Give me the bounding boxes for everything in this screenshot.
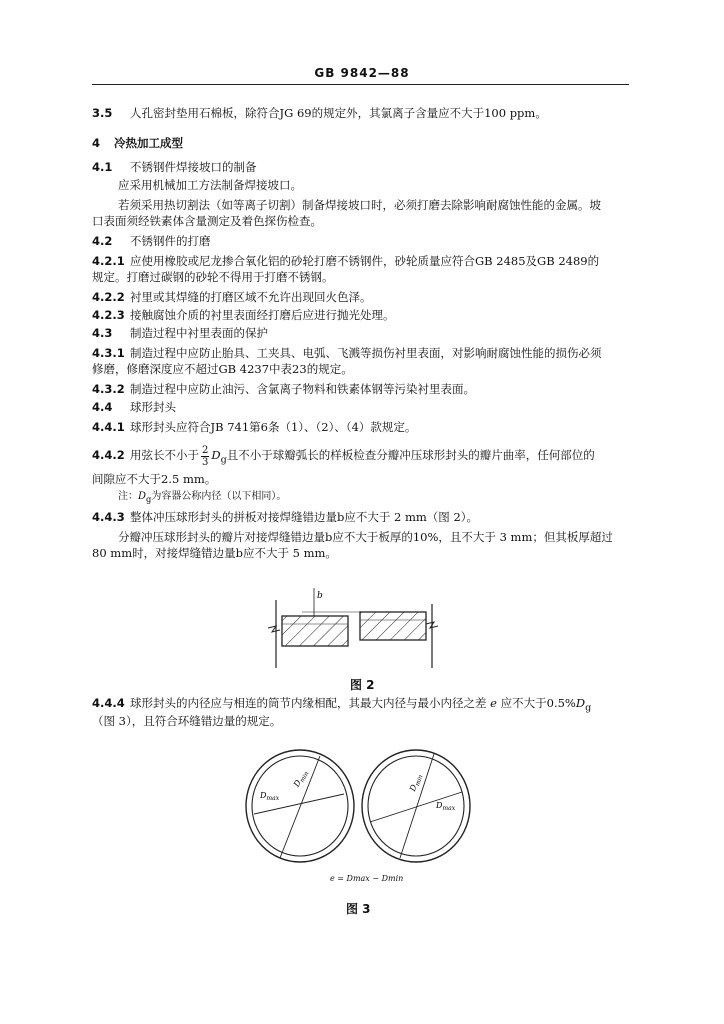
clause-4-1-p1: 应采用机械加工方法制备焊接坡口。 (118, 178, 302, 192)
symbol-e: e (490, 696, 497, 710)
clause-title: 不锈钢件焊接坡口的制备 (130, 160, 257, 174)
clause-number: 4.1 (92, 160, 113, 174)
note-label: 注： (118, 491, 138, 502)
clause-text-cont: 应不大于0.5% (500, 696, 576, 710)
symbol-d: D (211, 448, 221, 462)
clause-text-cont: 且不小于球瓣弧长的样板检查分瓣冲压球形封头的瓣片曲率，任何部位的 (226, 448, 595, 462)
header-rule (92, 84, 629, 85)
symbol-sub: g (585, 702, 592, 714)
clause-4-4 (92, 400, 176, 414)
fig3-right-dmin: $D_{min}$ (408, 773, 425, 793)
clause-4-1-p2b: 口表面须经铁素体含量测定及着色探伤检查。 (92, 214, 322, 228)
fig3-left-dmin: $D_{min}$ (291, 770, 311, 789)
clause-text: 人孔密封垫用石棉板，除符合JG 69的规定外，其氯离子含量应不大于100 ppm。 (130, 106, 547, 120)
clause-number: 3.5 (92, 106, 113, 120)
clause-4-4-2b: 间隙应不大于2.5 mm。 (92, 472, 217, 486)
clause-4-4-3b: 分瓣冲压球形封头的瓣片对接焊缝错边量b应不大于板厚的10%，且不大于 3 mm；但其板厚超过 (118, 530, 613, 544)
clause-number: 4.2 (92, 234, 113, 248)
clause-4-4-3a (92, 510, 478, 524)
note-text: 为容器公称内径（以下相同）。 (151, 491, 287, 502)
clause-number: 4.3.2 (92, 382, 125, 396)
clause-number: 4.4.2 (92, 448, 125, 462)
clause-4-2-1a (92, 254, 599, 268)
note-4-4-2 (118, 490, 286, 506)
clause-4-4-4a (92, 696, 591, 715)
figure-2-caption: 图 2 (350, 678, 375, 692)
fig3-left-dmax: $D_{max}$ (260, 791, 280, 802)
clause-number: 4.2.1 (92, 254, 125, 268)
clause-number: 4.2.2 (92, 290, 125, 304)
symbol-d: D (138, 491, 147, 502)
clause-4-1-p2a: 若须采用热切割法（如等离子切割）制备焊接坡口时，必须打磨去除影响耐腐蚀性能的金属。坡 (118, 198, 601, 212)
fraction-numerator: 2 (202, 444, 209, 456)
clause-text: 球形封头的内径应与相连的筒节内缘相配，其最大内径与最小内径之差 (130, 696, 487, 710)
clause-4-4-4b: （图 3），且符合环缝错边量的规定。 (92, 714, 282, 728)
clause-text: 用弦长不小于 (130, 448, 199, 462)
section-number: 4 (92, 136, 101, 150)
symbol-sub: g (220, 454, 227, 466)
clause-title: 制造过程中衬里表面的保护 (130, 326, 268, 340)
clause-text: 整体冲压球形封头的拼板对接焊缝错边量b应不大于 2 mm（图 2）。 (130, 510, 479, 524)
clause-4-4-2a (92, 442, 595, 473)
clause-4-2 (92, 234, 211, 248)
clause-4-2-3 (92, 308, 395, 322)
fig2-label-b: b (317, 591, 323, 601)
clause-text: 制造过程中应防止胎具、工夹具、电弧、飞溅等损伤衬里表面，对影响耐腐蚀性能的损伤必须 (130, 346, 602, 360)
clause-number: 4.2.3 (92, 308, 125, 322)
clause-title: 球形封头 (130, 400, 176, 414)
clause-text: 接触腐蚀介质的衬里表面经打磨后应进行抛光处理。 (130, 308, 395, 322)
clause-3-5 (92, 106, 547, 120)
clause-4-2-1b: 规定。打磨过碳钢的砂轮不得用于打磨不锈钢。 (92, 270, 334, 284)
clause-number: 4.4.4 (92, 696, 125, 710)
symbol-sub: g (146, 494, 152, 504)
clause-text: 制造过程中应防止油污、含氯离子物料和铁素体钢等污染衬里表面。 (130, 382, 475, 396)
figure-3-formula: e = Dmax − Dmin (330, 874, 404, 883)
clause-number: 4.4.3 (92, 510, 125, 524)
clause-4-3-2 (92, 382, 475, 396)
symbol-d: D (575, 696, 586, 710)
fraction-two-thirds (201, 445, 209, 468)
clause-text: 球形封头应符合JB 741第6条（1）、（2）、（4）款规定。 (130, 420, 417, 434)
fraction-denominator: 3 (202, 456, 209, 468)
clause-4-4-3c: 80 mm时，对接焊缝错边量b应不大于 5 mm。 (92, 546, 337, 560)
clause-text: 应使用橡胶或尼龙掺合氧化铝的砂轮打磨不锈钢件，砂轮质量应符合GB 2485及GB 2489的 (130, 254, 600, 268)
fig3-right-dmax: $D_{max}$ (436, 801, 456, 812)
clause-text: 衬里或其焊缝的打磨区域不允许出现回火色泽。 (130, 290, 372, 304)
section-4-heading (92, 136, 183, 150)
figure-3-caption: 图 3 (346, 902, 371, 916)
clause-4-1 (92, 160, 257, 174)
section-title: 冷热加工成型 (114, 136, 183, 150)
clause-4-2-2 (92, 290, 372, 304)
clause-4-3-1b: 修磨，修磨深度应不超过GB 4237中表23的规定。 (92, 362, 353, 376)
clause-4-3-1a (92, 346, 602, 360)
page-header-code: GB 9842—88 (314, 66, 410, 80)
clause-4-4-1 (92, 420, 416, 434)
clause-4-3 (92, 326, 268, 340)
clause-number: 4.3 (92, 326, 113, 340)
figure-3-drawing (240, 744, 480, 874)
clause-number: 4.4 (92, 400, 113, 414)
clause-title: 不锈钢件的打磨 (130, 234, 211, 248)
clause-number: 4.3.1 (92, 346, 125, 360)
figure-2-drawing (262, 584, 448, 674)
clause-number: 4.4.1 (92, 420, 125, 434)
